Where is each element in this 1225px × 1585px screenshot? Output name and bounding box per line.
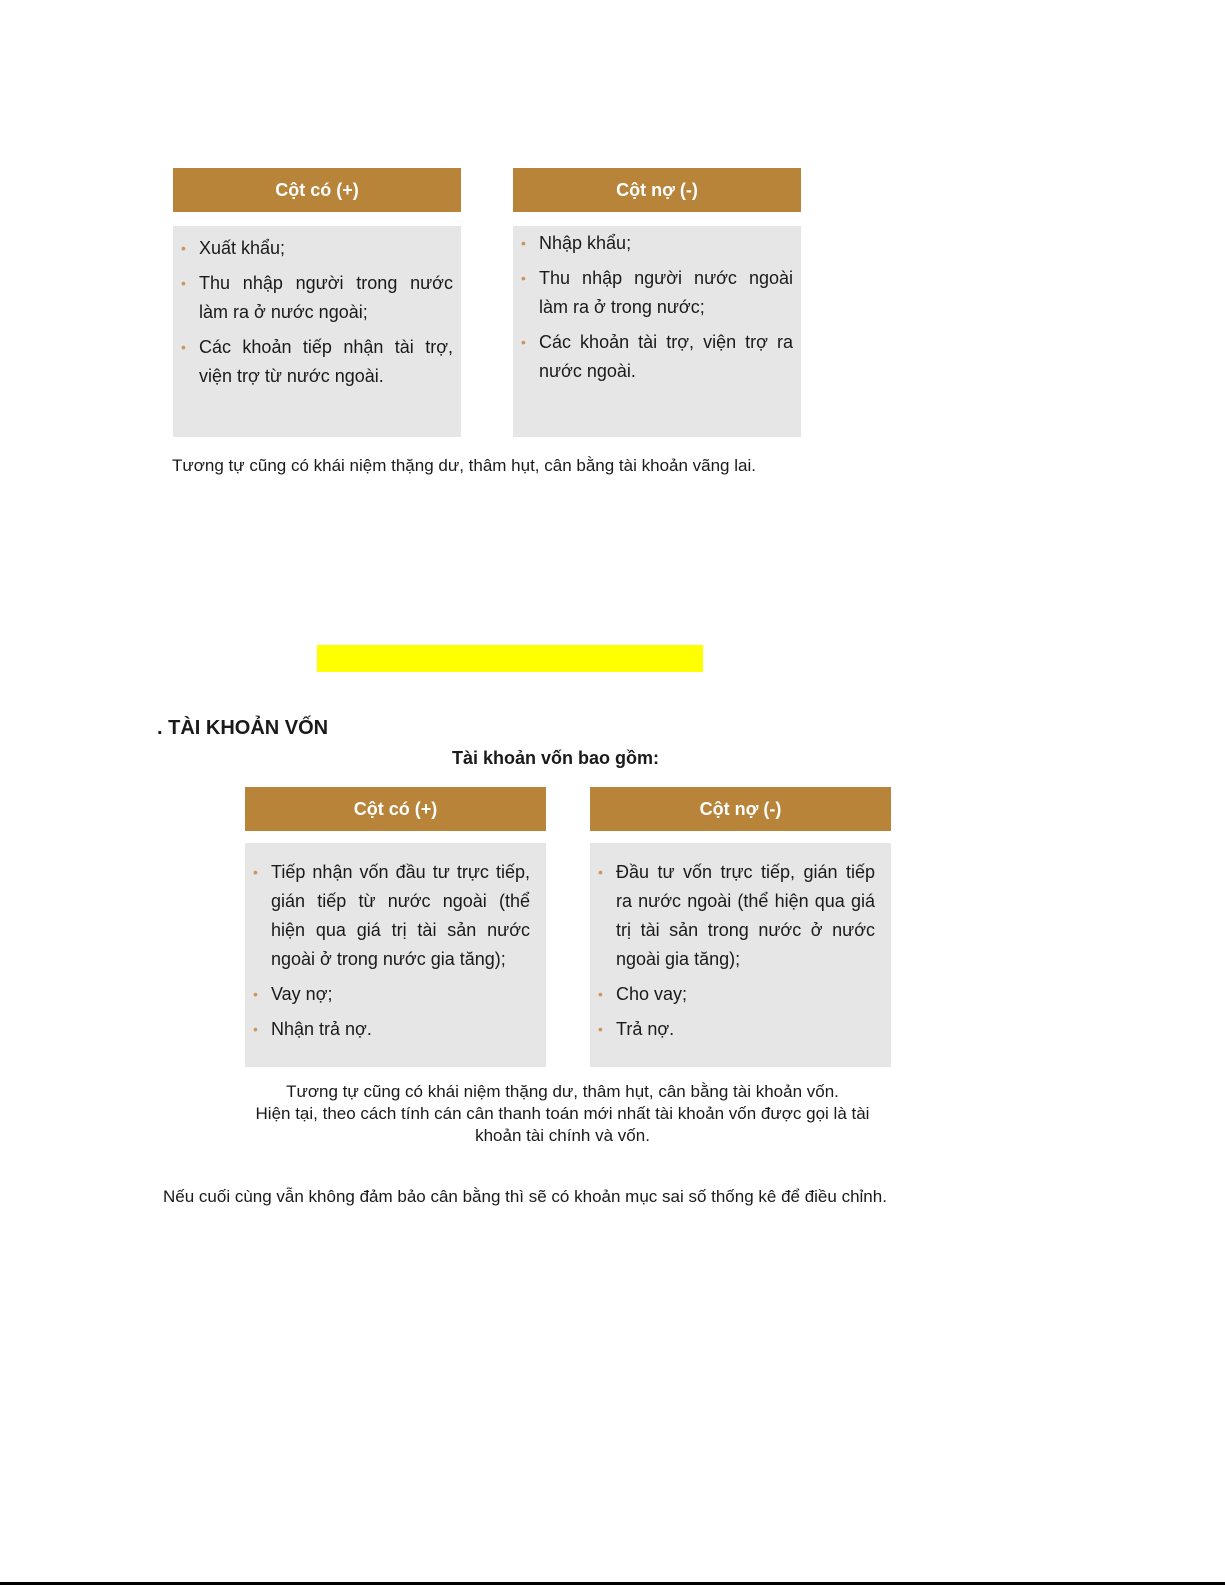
section-heading: . TÀI KHOẢN VỐN [157, 717, 329, 739]
list-item: • Đầu tư vốn trực tiếp, gián tiếp ra nước ngoài (thể hiện qua giá trị tài sản trong nước ở nước ngoài gia tăng); [596, 858, 875, 974]
credit-column-body [245, 843, 546, 1067]
list-item: • Vay nợ; [251, 980, 530, 1009]
list-item: • Thu nhập người trong nước làm ra ở nước ngoài; [179, 269, 453, 327]
highlight-bar [317, 645, 703, 672]
list-item: • Tiếp nhận vốn đầu tư trực tiếp, gián tiếp từ nước ngoài (thể hiện qua giá trị tài sản nước ngoài ở trong nước gia tăng); [251, 858, 530, 974]
list-item: • Cho vay; [596, 980, 875, 1009]
capital-account-note-line: Hiện tại, theo cách tính cán cân thanh toán mới nhất tài khoản vốn được gọi là tài [255, 1104, 870, 1123]
final-note: Nếu cuối cùng vẫn không đảm bảo cân bằng thì sẽ có khoản mục sai số thống kê để điều chỉnh. [163, 1187, 887, 1206]
credit-list [251, 858, 530, 1044]
list-item: • Xuất khẩu; [179, 234, 453, 263]
list-item: • Các khoản tài trợ, viện trợ ra nước ngoài. [519, 328, 793, 386]
credit-column-header: Cột có (+) [173, 168, 461, 212]
list-item: • Nhận trả nợ. [251, 1015, 530, 1044]
current-account-note: Tương tự cũng có khái niệm thặng dư, thâm hụt, cân bằng tài khoản vãng lai. [172, 456, 756, 475]
list-item: • Trả nợ. [596, 1015, 875, 1044]
list-item: • Các khoản tiếp nhận tài trợ, viện trợ từ nước ngoài. [179, 333, 453, 391]
section-subheading: Tài khoản vốn bao gồm: [452, 748, 660, 768]
debit-column-body [590, 843, 891, 1067]
list-item: • Nhập khẩu; [519, 229, 793, 258]
capital-account-note-line: Tương tự cũng có khái niệm thặng dư, thâm hụt, cân bằng tài khoản vốn. [286, 1082, 839, 1101]
debit-column-header: Cột nợ (-) [513, 168, 801, 212]
credit-column-body [173, 226, 461, 437]
debit-list [519, 229, 793, 386]
debit-column-body [513, 226, 801, 437]
debit-column-header: Cột nợ (-) [590, 787, 891, 831]
credit-list [179, 234, 453, 391]
capital-account-note-line: khoản tài chính và vốn. [475, 1126, 650, 1145]
debit-list [596, 858, 875, 1044]
list-item: • Thu nhập người nước ngoài làm ra ở trong nước; [519, 264, 793, 322]
credit-column-header: Cột có (+) [245, 787, 546, 831]
